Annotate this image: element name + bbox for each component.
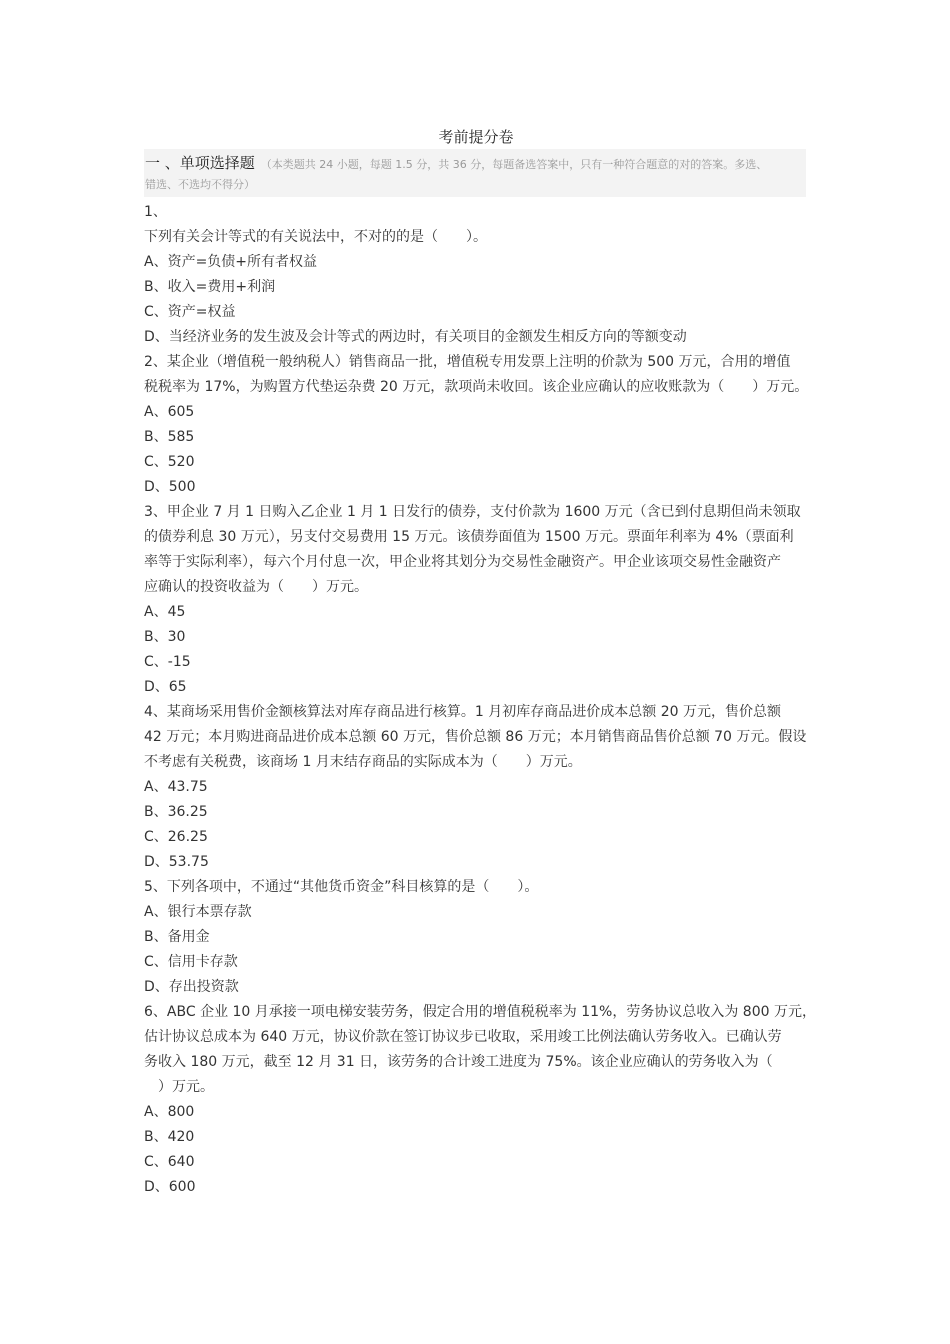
section-note-continued: 错选、不选均不得分） (145, 178, 255, 191)
question-stem: 估计协议总成本为 640 万元，协议价款在签订协议步已收取，采用竣工比例法确认劳务收入。已确认劳 (144, 1029, 782, 1045)
answer-option: B、36.25 (144, 804, 208, 820)
question-stem: 4、某商场采用售价金额核算法对库存商品进行核算。1 月初库存商品进价成本总额 20 万元，售价总额 (144, 704, 781, 720)
question-stem: 率等于实际利率），每六个月付息一次，甲企业将其划分为交易性金融资产。甲企业该项交易性金融资产 (144, 554, 781, 570)
answer-option: A、45 (144, 604, 186, 620)
answer-option: C、26.25 (144, 829, 208, 845)
answer-option: D、600 (144, 1179, 196, 1195)
answer-option: C、资产=权益 (144, 304, 236, 320)
question-list (144, 200, 816, 1200)
question-stem: 的债券利息 30 万元），另支付交易费用 15 万元。该债券面值为 1500 万元。票面年利率为 4%（票面利 (144, 529, 794, 545)
question-stem: 应确认的投资收益为（ ）万元。 (144, 579, 368, 595)
answer-option: B、收入=费用+利润 (144, 279, 276, 295)
question-stem: 税税率为 17%，为购置方代垫运杂费 20 万元，款项尚未收回。该企业应确认的应收账款为（ ）万元。 (144, 379, 809, 395)
question-stem: 5、下列各项中，不通过“其他货币资金”科目核算的是（ ）。 (144, 879, 539, 895)
answer-option: C、-15 (144, 654, 191, 670)
answer-option: C、信用卡存款 (144, 954, 238, 970)
question-stem: 2、某企业（增值税一般纳税人）销售商品一批，增值税专用发票上注明的价款为 500 万元，合用的增值 (144, 354, 791, 370)
answer-option: A、资产=负债+所有者权益 (144, 254, 318, 270)
answer-option: B、420 (144, 1129, 195, 1145)
answer-option: A、605 (144, 404, 195, 420)
question-stem: 下列有关会计等式的有关说法中，不对的的是（ ）。 (144, 229, 487, 245)
question-number: 1、 (144, 204, 167, 220)
question-stem: ）万元。 (144, 1079, 214, 1095)
question-stem: 不考虑有关税费，该商场 1 月末结存商品的实际成本为（ ）万元。 (144, 754, 582, 770)
question-stem: 6、ABC 企业 10 月承接一项电梯安装劳务，假定合用的增值税税率为 11%，劳务协议总收入为 800 万元， (144, 1004, 816, 1020)
question-stem: 3、甲企业 7 月 1 日购入乙企业 1 月 1 日发行的债券，支付价款为 1600 万元（含已到付息期但尚未领取 (144, 504, 801, 520)
section-heading: 一 、单项选择题 (145, 154, 255, 172)
document-title: 考前提分卷 (438, 128, 514, 146)
answer-option: B、30 (144, 629, 186, 645)
answer-option: C、520 (144, 454, 195, 470)
answer-option: D、65 (144, 679, 187, 695)
answer-option: D、当经济业务的发生波及会计等式的两边时，有关项目的金额发生相反方向的等额变动 (144, 329, 687, 345)
answer-option: D、存出投资款 (144, 979, 239, 995)
answer-option: B、备用金 (144, 929, 210, 945)
answer-option: B、585 (144, 429, 195, 445)
question-stem: 42 万元；本月购进商品进价成本总额 60 万元，售价总额 86 万元；本月销售商品售价总额 70 万元。假设 (144, 729, 807, 745)
answer-option: A、43.75 (144, 779, 208, 795)
answer-option: C、640 (144, 1154, 195, 1170)
answer-option: A、800 (144, 1104, 195, 1120)
answer-option: D、53.75 (144, 854, 209, 870)
answer-option: A、银行本票存款 (144, 904, 252, 920)
section-header (144, 149, 806, 197)
section-note: （本类题共 24 小题，每题 1.5 分，共 36 分，每题备选答案中，只有一种符合题意的对的答案。多选、 (260, 158, 768, 171)
answer-option: D、500 (144, 479, 196, 495)
question-stem: 务收入 180 万元，截至 12 月 31 日，该劳务的合计竣工进度为 75%。该企业应确认的劳务收入为（ (144, 1054, 773, 1070)
